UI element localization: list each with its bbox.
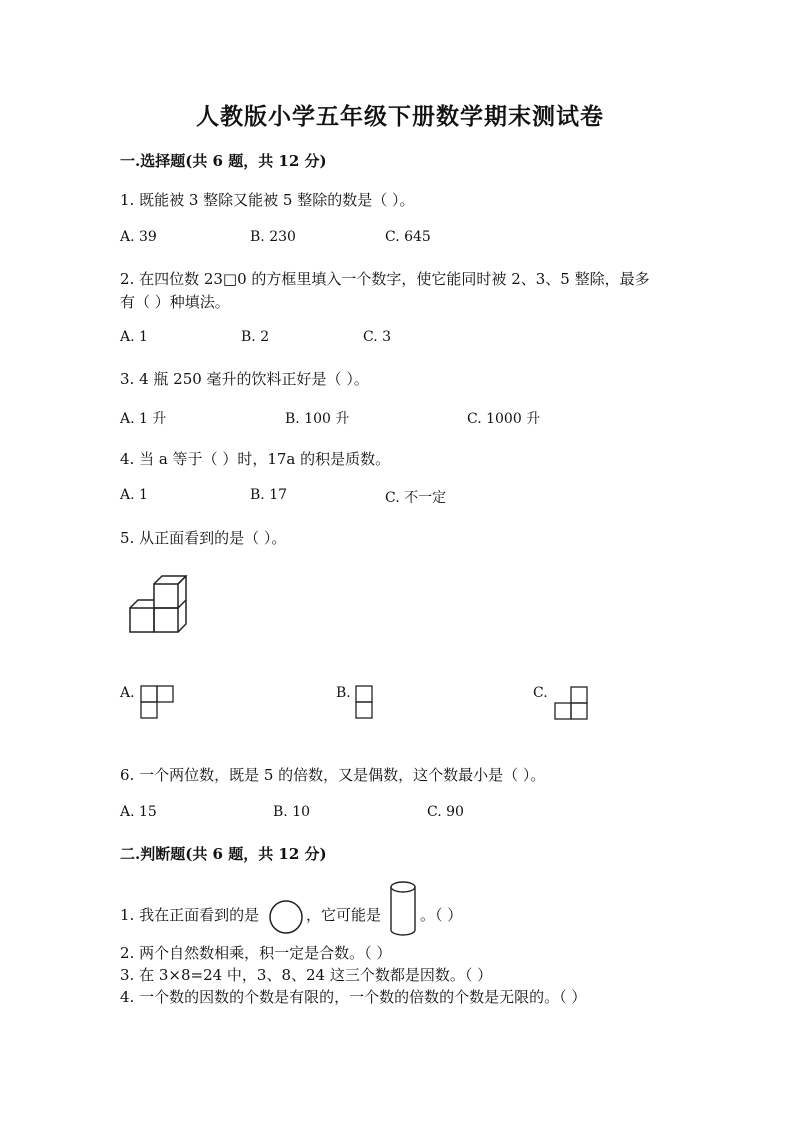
q1-option-a: A. 39	[120, 229, 157, 245]
page-title: 人教版小学五年级下册数学期末测试卷	[196, 103, 604, 130]
judgment-4: 4. 一个数的因数的个数是有限的，一个数的倍数的个数是无限的。（ ）	[120, 988, 587, 1006]
question-5: 5. 从正面看到的是（ ）。	[120, 529, 287, 547]
option-b-view-figure	[355, 685, 373, 719]
option-a-view-figure	[140, 685, 174, 719]
q5-option-b: B.	[336, 685, 351, 701]
q6-option-b: B. 10	[273, 804, 311, 820]
q3-option-b: B. 100 升	[285, 411, 350, 427]
judgment-1-part-1: 1. 我在正面看到的是	[120, 906, 260, 924]
question-3: 3. 4 瓶 250 毫升的饮料正好是（ ）。	[120, 370, 369, 388]
question-2-line-1: 2. 在四位数 23□0 的方框里填入一个数字，使它能同时被 2、3、5 整除，最多	[120, 270, 650, 288]
q1-option-c: C. 645	[385, 229, 431, 245]
question-1: 1. 既能被 3 整除又能被 5 整除的数是（ ）。	[120, 191, 415, 209]
question-2-line-2: 有（ ）种填法。	[120, 293, 230, 311]
question-6: 6. 一个两位数，既是 5 的倍数，又是偶数，这个数最小是（ ）。	[120, 766, 546, 784]
judgment-2: 2. 两个自然数相乘，积一定是合数。（ ）	[120, 944, 392, 962]
q3-option-a: A. 1 升	[120, 411, 167, 427]
section-heading-choice: 一.选择题(共 6 题，共 12 分)	[120, 152, 327, 170]
q5-option-a: A.	[120, 685, 135, 701]
q5-option-c: C.	[533, 685, 548, 701]
q2-option-c: C. 3	[363, 329, 392, 345]
q4-option-a: A. 1	[120, 487, 148, 503]
q4-option-b: B. 17	[250, 487, 288, 503]
q3-option-c: C. 1000 升	[467, 411, 541, 427]
circle-figure	[268, 899, 304, 935]
option-c-view-figure	[553, 686, 589, 720]
question-4: 4. 当 a 等于（ ）时，17a 的积是质数。	[120, 450, 391, 468]
judgment-1-part-3: 。（ ）	[420, 906, 463, 924]
section-heading-judgment: 二.判断题(共 6 题，共 12 分)	[120, 845, 327, 863]
q6-option-c: C. 90	[427, 804, 464, 820]
judgment-1-part-2: ，它可能是	[306, 906, 382, 924]
cube-stack-figure	[128, 580, 190, 636]
q2-option-a: A. 1	[120, 329, 148, 345]
q4-option-c: C. 不一定	[385, 490, 447, 506]
cylinder-figure	[388, 880, 418, 938]
q1-option-b: B. 230	[250, 229, 296, 245]
q6-option-a: A. 15	[120, 804, 157, 820]
judgment-3: 3. 在 3×8=24 中，3、8、24 这三个数都是因数。（ ）	[120, 966, 493, 984]
q2-option-b: B. 2	[241, 329, 270, 345]
